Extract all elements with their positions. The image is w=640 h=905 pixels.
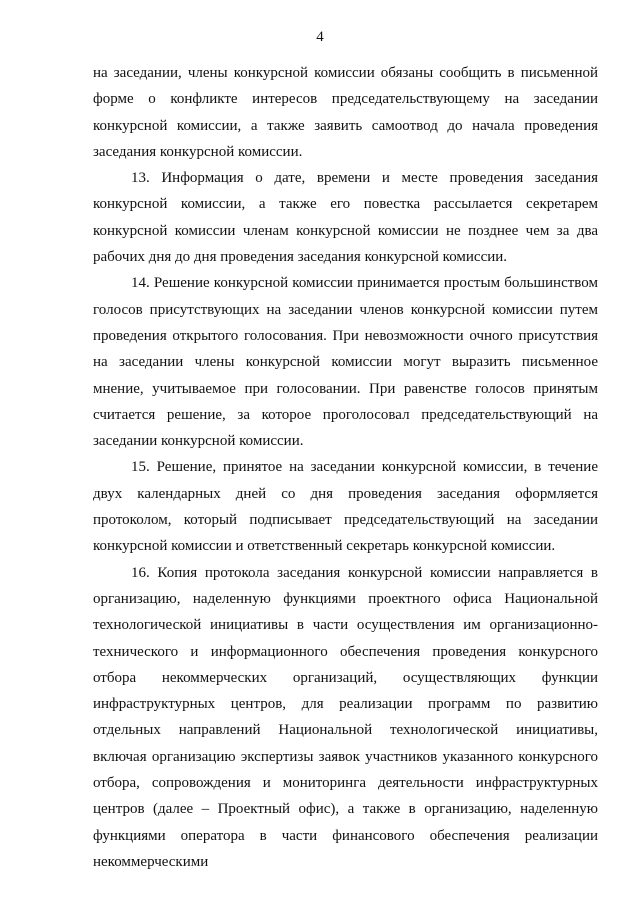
paragraph-13: 13. Информация о дате, времени и месте проведения заседания конкурсной комиссии, а также его повестка рассылается секретарем конкурсной комиссии членам конкурсной комиссии не позднее чем за два рабочих дня до дня проведения заседания конкурсной комиссии. xyxy=(93,170,598,266)
paragraph-continuation: на заседании, члены конкурсной комиссии обязаны сообщить в письменной форме о конфликте интересов председательствующему на заседании конкурсной комиссии, а также заявить самоотвод до начала проведения заседания конкурсной комиссии. xyxy=(93,65,598,160)
paragraph-14: 14. Решение конкурсной комиссии принимается простым большинством голосов присутствующих на заседании членов конкурсной комиссии путем проведения открытого голосования. При невозможности очного присутствия на заседании члены конкурсной комиссии могут выразить письменное мнение, учитываемое при голосовании. При равенстве голосов принятым считается решение, за которое проголосовал председательствующий на заседании конкурсной комиссии. xyxy=(93,275,598,450)
paragraph-15: 15. Решение, принятое на заседании конкурсной комиссии, в течение двух календарных дней со дня проведения заседания оформляется протоколом, который подписывает председательствующий на заседании конкурсной комиссии и ответственный секретарь конкурсной комиссии. xyxy=(93,459,598,555)
paragraph-16: 16. Копия протокола заседания конкурсной комиссии направляется в организацию, наделенную функциями проектного офиса Национальной технологической инициативы в части осуществления им организационно-технического и информационного обеспечения проведения конкурсного отбора некоммерческих организаций, осуществляющих функции инфраструктурных центров, для реализации программ по развитию отдельных направлений Национальной технологической инициативы, включая организацию экспертизы заявок участников указанного конкурсного отбора, сопровождения и мониторинга деятельности инфраструктурных центров (далее – Проектный офис), а также в организацию, наделенную функциями оператора в части финансового обеспечения реализации некоммерческими xyxy=(93,564,598,870)
document-body xyxy=(93,60,598,875)
page-number: 4 xyxy=(316,29,324,45)
